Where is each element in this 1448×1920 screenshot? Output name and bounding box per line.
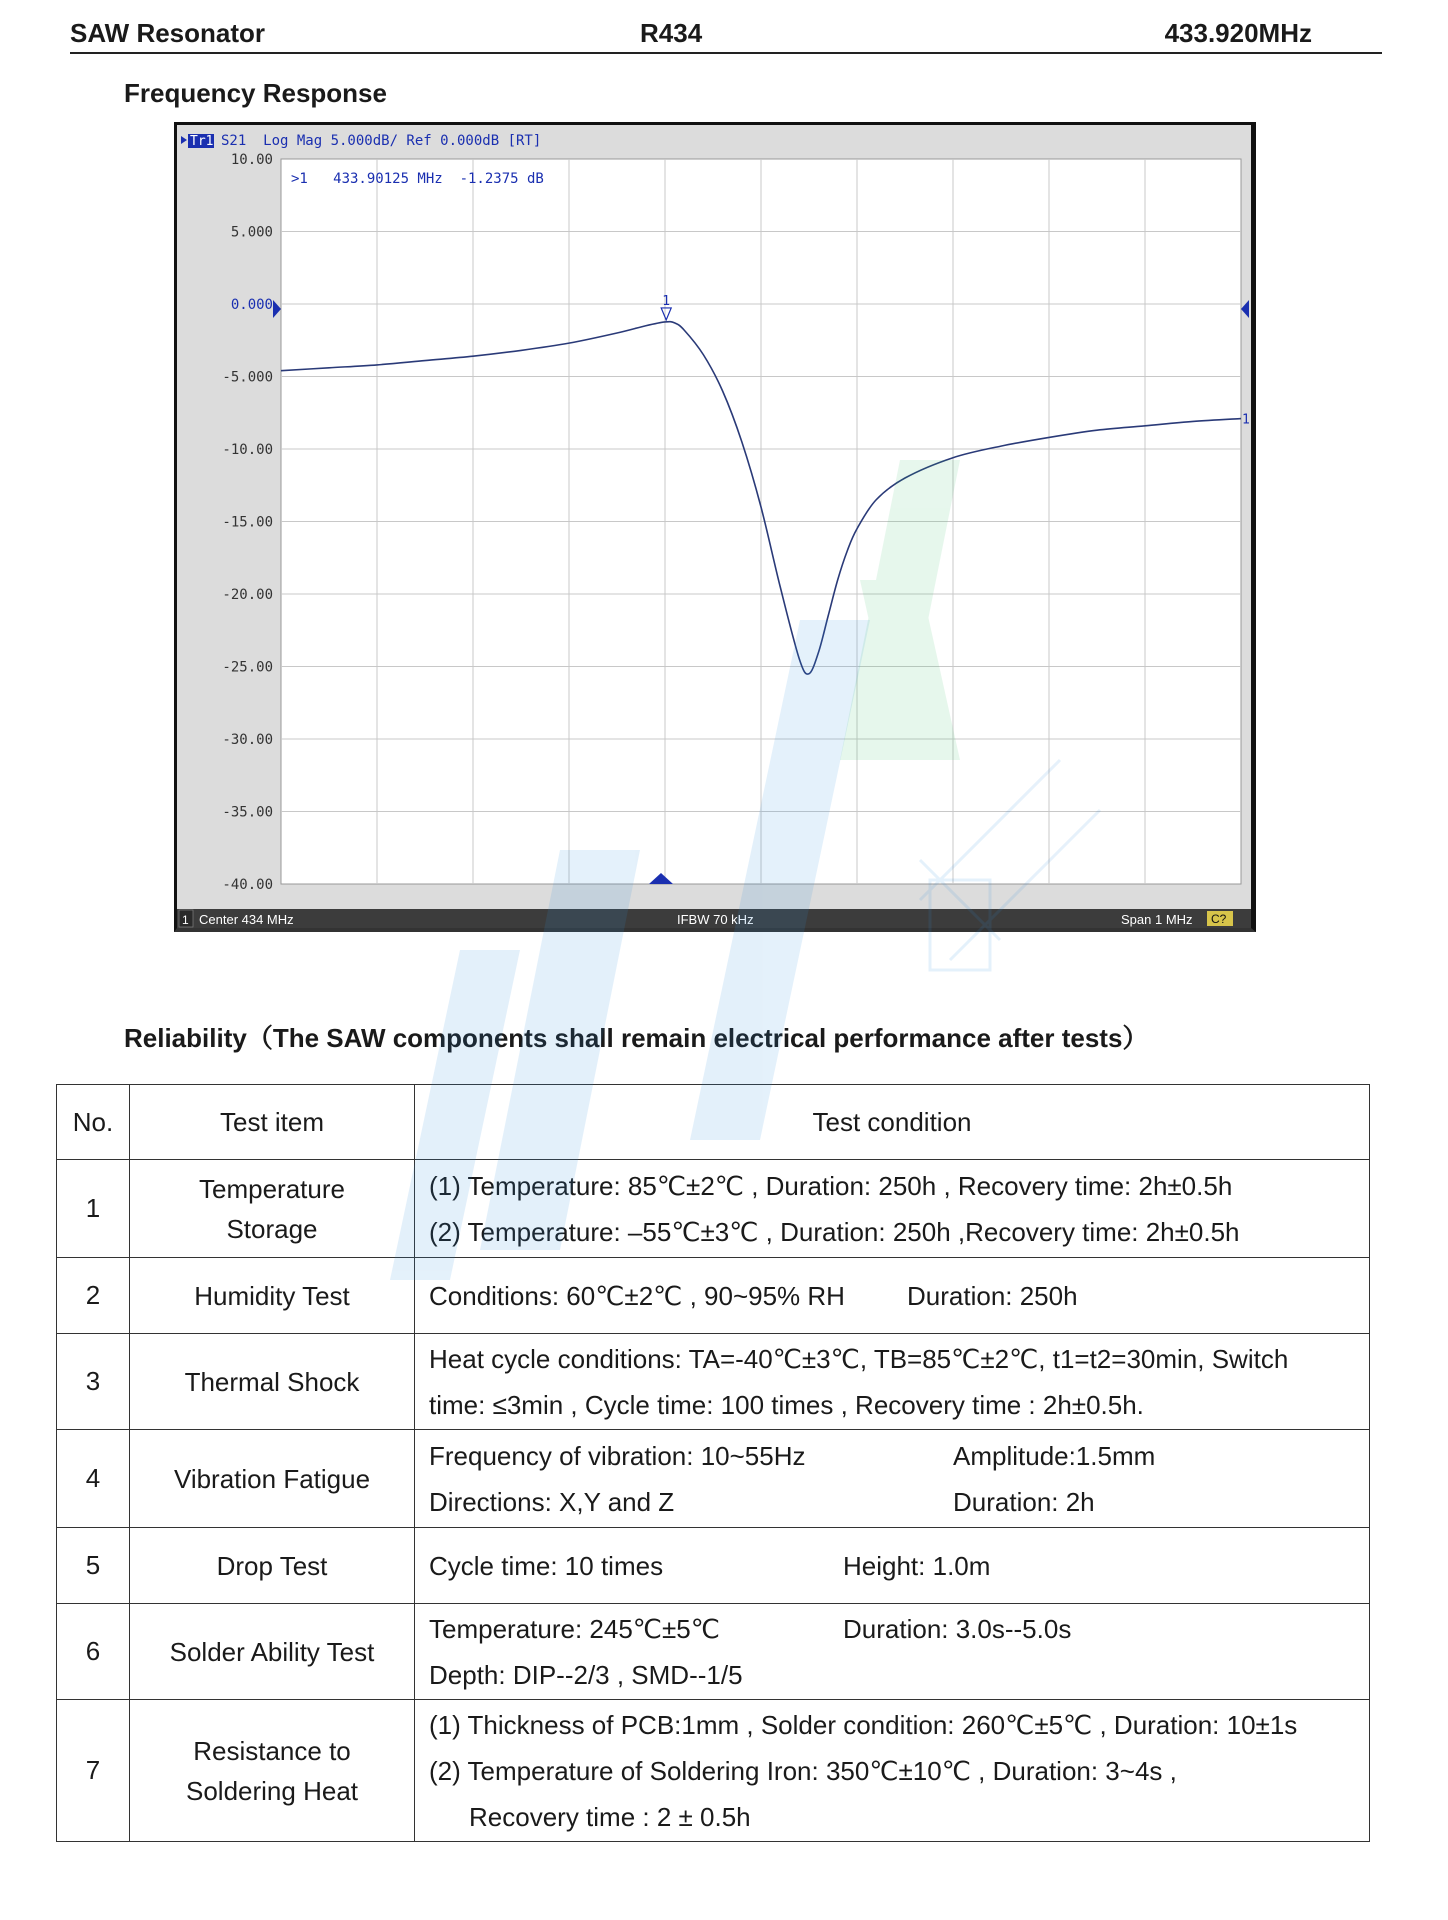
- frequency-response-chart: [177, 125, 1251, 928]
- table-header-row: [57, 1085, 1370, 1160]
- test-number-cell: 2: [57, 1258, 130, 1334]
- column-header-test-item: Test item: [130, 1085, 415, 1160]
- center-frequency-readout: Center 434 MHz: [199, 912, 294, 927]
- reliability-table: [56, 1084, 1370, 1842]
- test-item-cell: [130, 1334, 415, 1430]
- test-item-cell: [130, 1700, 415, 1842]
- test-item-cell: [130, 1430, 415, 1528]
- reliability-table-body: [57, 1160, 1370, 1842]
- network-analyzer-plot: [174, 122, 1256, 932]
- test-item-text: Thermal Shock: [184, 1366, 360, 1397]
- condition-line: [429, 1702, 1361, 1748]
- test-item-text: Temperature: [199, 1173, 345, 1204]
- y-tick-label: -30.00: [222, 732, 273, 748]
- y-tick-label: -40.00: [222, 877, 273, 893]
- frequency-response-title: Frequency Response: [124, 78, 387, 108]
- reliability-title: Reliability（The SAW components shall remain electrical performance after tests）: [124, 1023, 1149, 1053]
- test-item-text: Vibration Fatigue: [173, 1463, 371, 1494]
- condition-line: [429, 1748, 1361, 1794]
- column-header-test-condition: Test condition: [415, 1085, 1370, 1160]
- test-number-cell: 5: [57, 1528, 130, 1604]
- condition-secondary-text: Duration: 2h: [953, 1486, 1095, 1517]
- test-item-cell: [130, 1604, 415, 1700]
- cal-badge-text: C?: [1211, 912, 1227, 926]
- table-row: [57, 1528, 1370, 1604]
- condition-text: Depth: DIP--2/3 , SMD--1/5: [429, 1659, 743, 1690]
- reference-left-arrow-icon: [273, 300, 281, 318]
- part-number: R434: [640, 18, 703, 48]
- condition-text: (1) Temperature: 85℃±2℃ , Duration: 250h , Recovery time: 2h±0.5h: [429, 1170, 1233, 1201]
- ifbw-readout: IFBW 70 kHz: [677, 912, 754, 927]
- condition-line: [429, 1273, 1361, 1319]
- test-item-cell: [130, 1258, 415, 1334]
- test-item-text: Humidity Test: [194, 1280, 350, 1311]
- trace-badge-text: Tr1: [190, 134, 214, 149]
- test-condition-cell: [415, 1700, 1370, 1842]
- test-item-text: Soldering Heat: [186, 1775, 358, 1806]
- test-number-cell: 4: [57, 1430, 130, 1528]
- test-item-text: Storage: [226, 1213, 318, 1244]
- table-row: [57, 1258, 1370, 1334]
- condition-secondary-text: Height: 1.0m: [843, 1550, 991, 1581]
- test-item-cell: [130, 1528, 415, 1604]
- condition-line: [429, 1433, 1361, 1479]
- test-condition-cell: [415, 1430, 1370, 1528]
- product-type: SAW Resonator: [70, 18, 266, 48]
- y-axis-tick-labels: [222, 152, 273, 893]
- y-tick-label: -15.00: [222, 514, 273, 531]
- test-item-cell: [130, 1160, 415, 1258]
- test-condition-cell: [415, 1334, 1370, 1430]
- y-tick-label: -35.00: [222, 804, 273, 821]
- table-row: [57, 1700, 1370, 1842]
- condition-text: (2) Temperature: –55℃±3℃ , Duration: 250h ,Recovery time: 2h±0.5h: [429, 1216, 1240, 1247]
- test-number-cell: 1: [57, 1160, 130, 1258]
- test-condition-cell: [415, 1160, 1370, 1258]
- condition-text: Frequency of vibration: 10~55Hz: [429, 1440, 806, 1471]
- table-row: [57, 1334, 1370, 1430]
- condition-text: (2) Temperature of Soldering Iron: 350℃±10℃ , Duration: 3~4s ,: [429, 1755, 1177, 1786]
- condition-text: Recovery time : 2 ± 0.5h: [469, 1801, 751, 1832]
- test-condition-cell: [415, 1258, 1370, 1334]
- marker-readout: >1 433.90125 MHz -1.2375 dB: [291, 171, 544, 187]
- condition-text: time: ≤3min , Cycle time: 100 times , Recovery time : 2h±0.5h.: [429, 1389, 1144, 1420]
- test-item-text: Resistance to: [193, 1735, 351, 1766]
- condition-line: [429, 1209, 1361, 1255]
- test-condition-cell: [415, 1604, 1370, 1700]
- test-item-text: Drop Test: [216, 1550, 328, 1581]
- condition-text: (1) Thickness of PCB:1mm , Solder condition: 260℃±5℃ , Duration: 10±1s: [429, 1709, 1298, 1740]
- y-tick-label: 10.00: [230, 152, 273, 168]
- test-item-text: Solder Ability Test: [169, 1636, 375, 1667]
- active-trace-arrow-icon: [181, 136, 187, 144]
- channel-number: 1: [182, 913, 189, 927]
- center-frequency: 433.920MHz: [1164, 18, 1312, 48]
- condition-line: [429, 1336, 1361, 1382]
- reference-right-arrow-icon: [1241, 300, 1249, 318]
- condition-text: Cycle time: 10 times: [429, 1550, 664, 1581]
- column-header-no: No.: [57, 1085, 130, 1160]
- trace-status-text: S21 Log Mag 5.000dB/ Ref 0.000dB [RT]: [221, 133, 542, 149]
- y-tick-label: -20.00: [222, 587, 273, 603]
- condition-line: [429, 1652, 1361, 1698]
- document-header: [70, 18, 1382, 54]
- test-condition-cell: [415, 1528, 1370, 1604]
- y-tick-label: -5.000: [222, 369, 273, 386]
- trace-end-label: 1: [1242, 412, 1250, 428]
- condition-text: Heat cycle conditions: TA=-40℃±3℃, TB=85℃±2℃, t1=t2=30min, Switch: [429, 1343, 1289, 1374]
- condition-secondary-text: Duration: 250h: [907, 1280, 1078, 1311]
- condition-secondary-text: Duration: 3.0s--5.0s: [843, 1613, 1072, 1644]
- condition-line: [429, 1382, 1361, 1428]
- table-row: [57, 1430, 1370, 1528]
- condition-text: Temperature: 245℃±5℃: [429, 1613, 720, 1644]
- test-number-cell: 3: [57, 1334, 130, 1430]
- condition-line: [429, 1543, 1361, 1589]
- y-tick-label: -25.00: [222, 659, 273, 676]
- condition-line: [429, 1479, 1361, 1525]
- test-number-cell: 6: [57, 1604, 130, 1700]
- condition-text: Directions: X,Y and Z: [429, 1486, 675, 1517]
- test-number-cell: 7: [57, 1700, 130, 1842]
- marker-label: 1: [662, 293, 671, 309]
- table-row: [57, 1160, 1370, 1258]
- span-readout: Span 1 MHz: [1121, 912, 1193, 927]
- condition-text: Conditions: 60℃±2℃ , 90~95% RH: [429, 1280, 845, 1311]
- table-row: [57, 1604, 1370, 1700]
- condition-line: [429, 1163, 1361, 1209]
- condition-line: [429, 1794, 1361, 1840]
- y-tick-label: 5.000: [230, 224, 273, 241]
- condition-line: [429, 1606, 1361, 1652]
- y-tick-label: 0.000: [230, 297, 273, 313]
- y-tick-label: -10.00: [222, 442, 273, 458]
- condition-secondary-text: Amplitude:1.5mm: [953, 1440, 1156, 1471]
